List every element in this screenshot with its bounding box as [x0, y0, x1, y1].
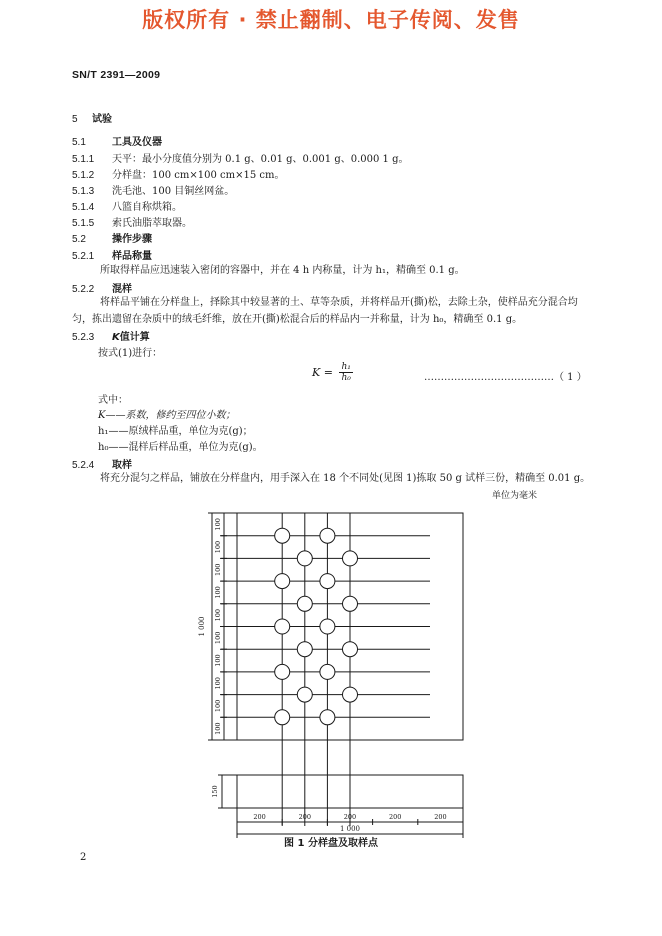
height-dimension-label: 1 000	[198, 616, 206, 637]
sample-point	[320, 619, 335, 634]
section-title: 样品称量	[112, 251, 152, 262]
sample-point	[320, 710, 335, 725]
item-text: 分样盘：100 cm×100 cm×15 cm。	[112, 170, 285, 181]
sample-point	[320, 528, 335, 543]
item-number: 5.1.5	[72, 218, 95, 229]
width-dimension-label: 1 000	[339, 825, 361, 833]
item-number: 5.1.2	[72, 170, 95, 181]
sample-point	[275, 710, 290, 725]
sample-point	[297, 687, 312, 702]
row-dimension-label: 100	[214, 722, 222, 735]
row-dimension-label: 100	[214, 699, 222, 713]
sample-point	[297, 642, 312, 657]
item-text: 索氏油脂萃取器。	[112, 218, 192, 229]
section-number: 5.2.1	[72, 251, 95, 262]
figure-caption: 图 1 分样盘及取样点	[284, 838, 378, 849]
column-dimension-label: 200	[434, 813, 447, 821]
item-number: 5.1.1	[72, 154, 95, 165]
formula-denominator: h₀	[341, 373, 351, 383]
copyright-banner: 版权所有 · 禁止翻制、电子传阅、发售	[142, 8, 520, 32]
item-number: 5.1.3	[72, 186, 95, 197]
row-dimension-label: 100	[214, 654, 222, 667]
row-dimension-label: 100	[214, 540, 222, 554]
sample-point	[297, 596, 312, 611]
section-number: 5.2.2	[72, 284, 95, 295]
row-dimension-label: 100	[214, 586, 222, 599]
definition-k: K——系数，修约至四位小数；	[98, 410, 236, 421]
sample-point	[343, 596, 358, 611]
column-dimension-label: 200	[388, 813, 402, 821]
formula-lhs: K =	[312, 366, 333, 379]
section-number: 5.2.4	[72, 460, 95, 471]
unit-note: 单位为毫米	[492, 491, 538, 501]
section-number: 5	[72, 114, 78, 125]
standard-number: SN/T 2391—2009	[72, 69, 161, 81]
row-dimension-label: 100	[214, 677, 222, 690]
row-dimension-label: 100	[214, 631, 222, 645]
section-number: 5.1	[72, 137, 86, 148]
column-dimension-label: 200	[343, 813, 357, 821]
item-text: 八篮自称烘箱。	[112, 202, 182, 213]
section-title: 值计算	[119, 332, 150, 343]
definition-h1: h₁——原绒样品重，单位为克(g)；	[98, 426, 253, 437]
depth-dimension-label: 150	[211, 785, 219, 798]
formula-tag: …………………………………（ 1 ）	[424, 372, 587, 383]
page-number: 2	[80, 852, 87, 863]
paragraph-5-2-4: 将充分混匀之样品，铺放在分样盘内，用手深入在 18 个不同处(见图 1)拣取 50 g 试样三份，精确至 0.01 g。	[100, 473, 591, 484]
sample-point	[343, 551, 358, 566]
section-title: 取样	[112, 460, 132, 471]
formula-numerator: h₁	[341, 362, 351, 372]
formula-intro: 按式(1)进行：	[98, 348, 163, 359]
item-text: 洗毛池、100 目铜丝网盆。	[112, 186, 235, 197]
row-dimension-label: 100	[214, 608, 222, 622]
sample-point	[275, 664, 290, 679]
sample-point	[343, 642, 358, 657]
sample-point	[343, 687, 358, 702]
sample-point	[275, 528, 290, 543]
section-number: 5.2.3	[72, 332, 95, 343]
row-dimension-label: 100	[214, 563, 222, 576]
column-dimension-label: 200	[298, 813, 312, 821]
sample-point	[297, 551, 312, 566]
definition-h0: h₀——混样后样品重，单位为克(g)。	[98, 442, 263, 453]
sample-point	[275, 574, 290, 589]
section-title: 混样	[112, 284, 132, 295]
item-number: 5.1.4	[72, 202, 95, 213]
where-label: 式中：	[98, 395, 128, 406]
section-title: 工具及仪器	[112, 137, 162, 148]
column-dimension-label: 200	[253, 813, 266, 821]
sample-point	[320, 664, 335, 679]
row-dimension-label: 100	[214, 518, 222, 531]
section-number: 5.2	[72, 234, 86, 245]
k-symbol: K	[112, 332, 120, 343]
paragraph-5-2-1: 所取得样品应迅速装入密闭的容器中，并在 4 h 内称量，计为 h₁，精确至 0.1 g。	[100, 265, 465, 276]
sample-point	[320, 574, 335, 589]
section-title: 试验	[92, 114, 112, 125]
sample-point	[275, 619, 290, 634]
section-title: 操作步骤	[112, 234, 152, 245]
item-text: 天平：最小分度值分别为 0.1 g、0.01 g、0.001 g、0.000 1 g。	[112, 154, 409, 165]
paragraph-5-2-2: 将样品平铺在分样盘上，择除其中较显著的土、草等杂质，并将样品开(撕)松，去除土杂，使样品充分混合均匀，拣出遗留在杂质中的绒毛纤维，放在开(撕)松混合后的样品内一并称量，计为 h₀，精确至 0.1 g。	[72, 297, 578, 325]
